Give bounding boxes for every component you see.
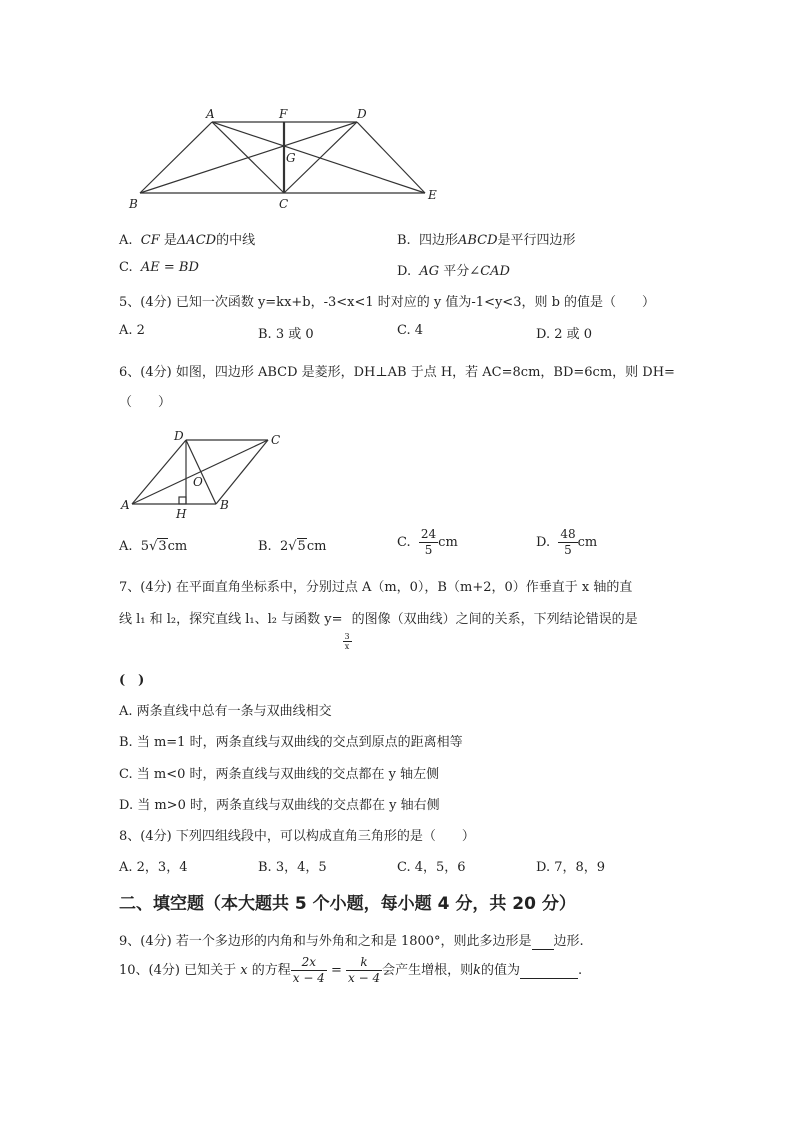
q9-answer-blank[interactable] bbox=[532, 934, 554, 950]
q10-stem-a: 10、(4分) 已知关于 bbox=[119, 963, 237, 978]
q6-option-a-letter: A. bbox=[119, 539, 133, 554]
q7-stem-line2-b: 的图像（双曲线）之间的关系，下列结论错误的是 bbox=[351, 612, 638, 627]
q6-option-a bbox=[119, 539, 187, 554]
q6-option-b-letter: B. bbox=[258, 539, 272, 554]
q6-option-c bbox=[397, 527, 458, 558]
section-title: 二、填空题（本大题共 5 个小题，每小题 4 分，共 20 分） bbox=[119, 894, 576, 914]
q9-stem bbox=[119, 930, 584, 950]
q6-option-d-numerator: 48 bbox=[560, 527, 576, 541]
q7-paren: ( ) bbox=[119, 673, 145, 688]
q7-stem-line1: 7、(4分) 在平面直角坐标系中，分别过点 A（m，0），B（m+2，0）作垂直于 x 轴的直 bbox=[119, 580, 633, 595]
q7-stem-line2-a: 线 l₁ 和 l₂，探究直线 l₁、l₂ 与函数 y= bbox=[119, 612, 343, 627]
label-O: O bbox=[193, 475, 203, 489]
q4-option-a-letter: A. bbox=[119, 233, 133, 248]
q10-end: . bbox=[578, 963, 583, 978]
q5-option-b: B. 3 或 0 bbox=[258, 327, 314, 342]
label-C: C bbox=[271, 433, 281, 447]
q4-option-a-triangle: ΔACD bbox=[176, 233, 217, 248]
q4-option-a-var: CF bbox=[140, 233, 160, 248]
q5-option-a: A. 2 bbox=[119, 323, 145, 338]
label-E: E bbox=[428, 188, 437, 202]
q10-var-k: k bbox=[473, 963, 482, 978]
q8-option-d: D. 7，8，9 bbox=[536, 860, 606, 875]
q10-lhs-fraction bbox=[291, 955, 327, 986]
q10-lhs-denominator: x − 4 bbox=[292, 971, 325, 985]
q6-option-d-letter: D. bbox=[536, 535, 551, 550]
label-C: C bbox=[279, 197, 289, 211]
q10-equals: = bbox=[330, 963, 342, 978]
q9-stem-b: 边形. bbox=[553, 934, 584, 949]
q10-stem-c: 会产生增根，则 bbox=[382, 963, 474, 978]
q10-var-x: x bbox=[240, 963, 248, 978]
q6-option-c-fraction bbox=[419, 527, 438, 558]
label-A: A bbox=[206, 107, 215, 121]
q9-stem-a: 9、(4分) 若一个多边形的内角和与外角和之和是 1800°，则此多边形是 bbox=[119, 934, 532, 949]
sqrt-icon: √ bbox=[149, 539, 158, 554]
q6-option-a-coef: 5 bbox=[140, 539, 150, 554]
q8-stem: 8、(4分) 下列四组线段中，可以构成直角三角形的是（ ） bbox=[119, 829, 475, 844]
q7-fraction-denominator: x bbox=[344, 642, 350, 651]
label-D: D bbox=[357, 107, 367, 121]
q6-option-c-unit: cm bbox=[438, 535, 458, 550]
label-B: B bbox=[129, 197, 138, 211]
q10-rhs-numerator: k bbox=[346, 955, 382, 971]
q7-fraction bbox=[343, 632, 352, 651]
q10-rhs-fraction bbox=[346, 955, 382, 986]
label-B: B bbox=[220, 498, 229, 512]
q6-option-c-letter: C. bbox=[397, 535, 411, 550]
q8-option-c: C. 4，5，6 bbox=[397, 860, 466, 875]
q8-option-a: A. 2，3，4 bbox=[119, 860, 188, 875]
q4-option-c-expr: AE = BD bbox=[140, 260, 199, 275]
q7-option-b: B. 当 m=1 时，两条直线与双曲线的交点到原点的距离相等 bbox=[119, 735, 463, 750]
label-A: A bbox=[121, 498, 130, 512]
sqrt-icon: √ bbox=[288, 539, 297, 554]
label-H: H bbox=[176, 507, 187, 521]
q10-answer-blank[interactable] bbox=[520, 963, 578, 979]
q7-fraction-numerator: 3 bbox=[344, 632, 350, 641]
q6-stem-line2: （ ） bbox=[119, 395, 172, 410]
q5-stem: 5、(4分) 已知一次函数 y=kx+b，-3<x<1 时对应的 y 值为-1<y<3，则 b 的值是（ ） bbox=[119, 295, 656, 310]
q4-option-a-text1: 是 bbox=[163, 233, 177, 248]
q7-option-a: A. 两条直线中总有一条与双曲线相交 bbox=[119, 704, 332, 719]
q4-option-d-angle: ∠CAD bbox=[469, 264, 510, 279]
q4-option-d-text1: 平分 bbox=[443, 264, 470, 279]
q6-option-d-unit: cm bbox=[577, 535, 598, 550]
q4-option-d bbox=[397, 260, 510, 279]
q4-option-b bbox=[397, 229, 576, 248]
q4-option-a bbox=[119, 229, 255, 248]
q6-option-b bbox=[258, 539, 326, 554]
q10-lhs-numerator: 2x bbox=[291, 955, 327, 971]
q4-option-c bbox=[119, 260, 199, 275]
q10-rhs-denominator: x − 4 bbox=[348, 971, 381, 985]
q6-stem-line1: 6、(4分) 如图，四边形 ABCD 是菱形，DH⊥AB 于点 H，若 AC=8cm，BD=6cm，则 DH= bbox=[119, 365, 675, 380]
trapezoid-figure bbox=[125, 100, 445, 215]
q4-option-b-text1: 四边形 bbox=[418, 233, 458, 248]
q6-option-a-radicand: 3 bbox=[158, 539, 167, 554]
q6-option-b-coef: 2 bbox=[279, 539, 289, 554]
q10-stem bbox=[119, 955, 582, 986]
q7-option-c: C. 当 m<0 时，两条直线与双曲线的交点都在 y 轴左侧 bbox=[119, 767, 440, 782]
q6-option-b-unit: cm bbox=[306, 539, 327, 554]
q5-option-d: D. 2 或 0 bbox=[536, 327, 593, 342]
q7-option-d: D. 当 m>0 时，两条直线与双曲线的交点都在 y 轴右侧 bbox=[119, 798, 440, 813]
q6-option-d-fraction bbox=[558, 527, 577, 558]
q4-option-b-var: ABCD bbox=[457, 233, 498, 248]
q4-option-b-text2: 是平行四边形 bbox=[497, 233, 576, 248]
label-G: G bbox=[286, 151, 296, 165]
q8-option-b: B. 3，4，5 bbox=[258, 860, 327, 875]
label-D: D bbox=[174, 429, 184, 443]
q6-option-c-numerator: 24 bbox=[420, 527, 437, 541]
q10-stem-b: 的方程 bbox=[251, 963, 291, 978]
q4-option-b-letter: B. bbox=[397, 233, 411, 248]
label-F: F bbox=[279, 107, 288, 121]
q5-option-c: C. 4 bbox=[397, 323, 424, 338]
q6-option-b-radicand: 5 bbox=[297, 539, 306, 554]
q4-option-d-var: AG bbox=[419, 264, 440, 279]
q10-stem-d: 的值为 bbox=[481, 963, 521, 978]
q6-option-d-denominator: 5 bbox=[564, 543, 572, 557]
q4-option-c-letter: C. bbox=[119, 260, 133, 275]
q6-option-c-denominator: 5 bbox=[424, 543, 433, 557]
q4-option-a-text2: 的中线 bbox=[216, 233, 256, 248]
q7-stem-line2 bbox=[119, 608, 638, 651]
q6-option-a-unit: cm bbox=[167, 539, 188, 554]
rhombus-figure bbox=[118, 428, 298, 523]
q6-option-d bbox=[536, 527, 597, 558]
q4-option-d-letter: D. bbox=[397, 264, 412, 279]
